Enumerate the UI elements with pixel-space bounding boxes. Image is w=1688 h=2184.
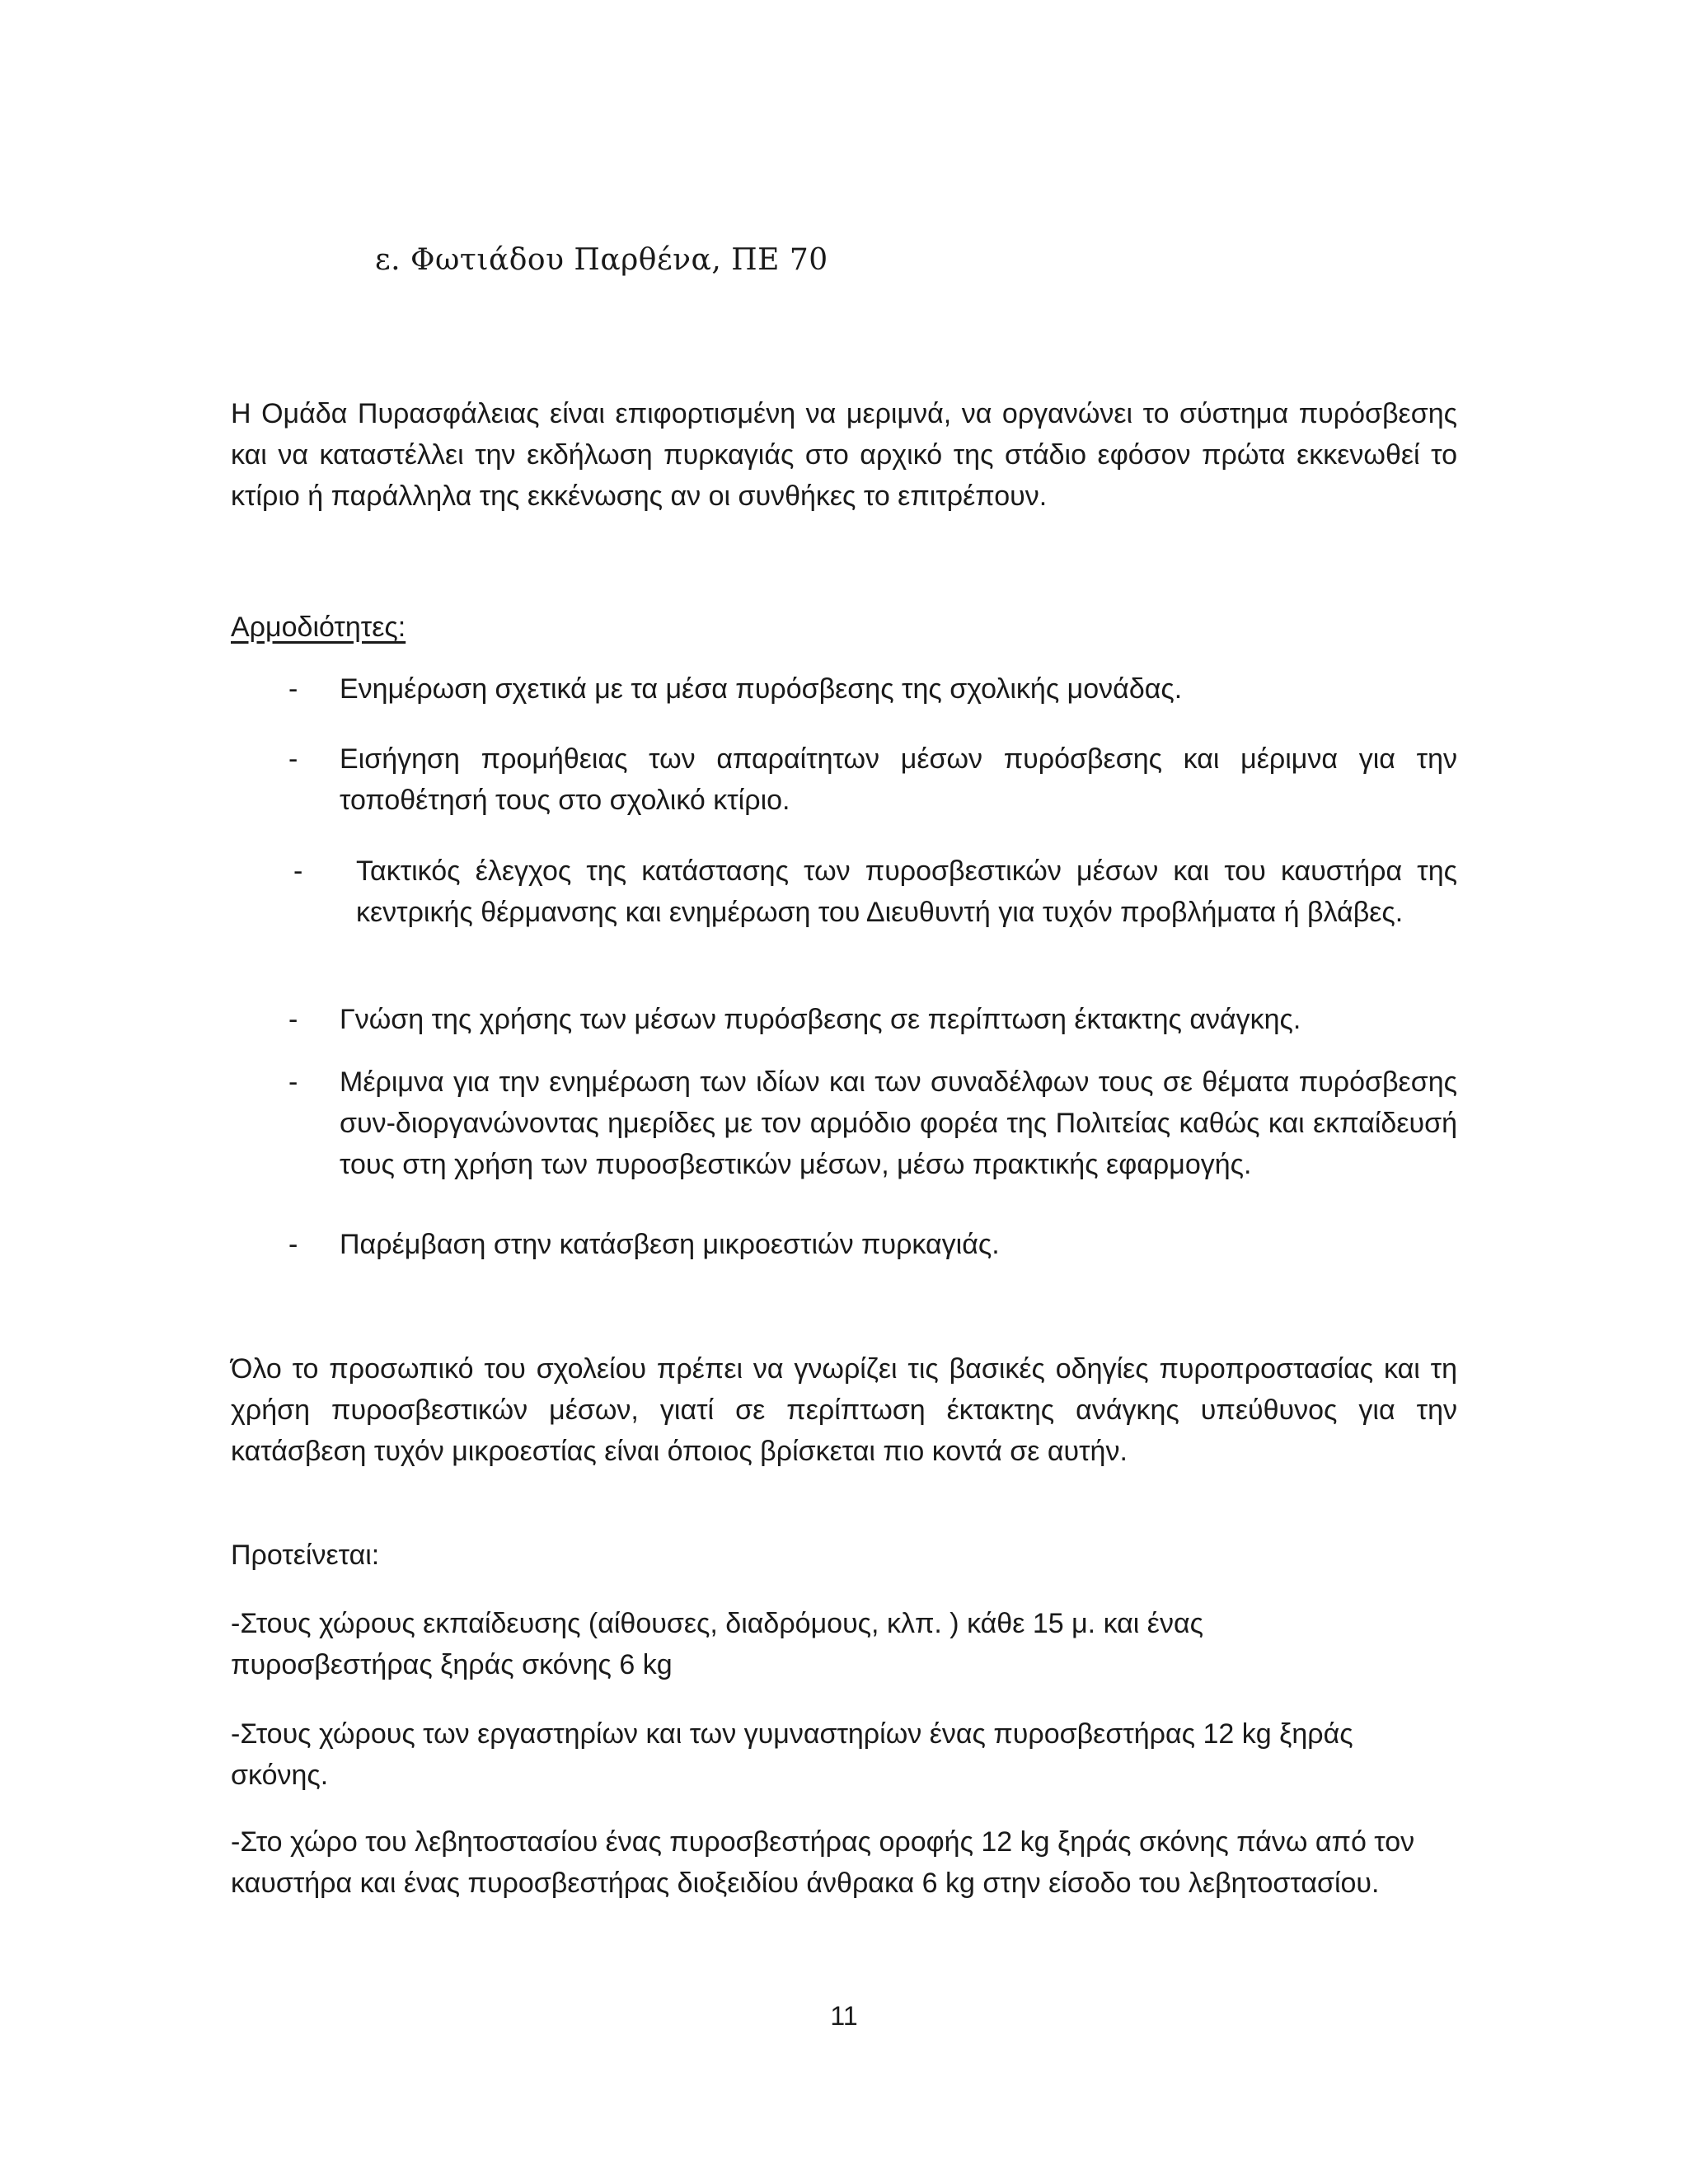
bullet-dash: -	[288, 743, 298, 775]
responsibility-text: Τακτικός έλεγχος της κατάστασης των πυροσβεστικών μέσων και του καυστήρα της κεντρικής θέρμανσης και ενημέρωση του Διευθυντή για τυχόν προβλήματα ή βλάβες.	[356, 855, 1457, 928]
responsibility-item	[288, 999, 1457, 1040]
bullet-dash: -	[288, 1066, 298, 1098]
responsibility-item	[288, 738, 1457, 821]
responsibility-text: Εισήγηση προμήθειας των απαραίτητων μέσων πυρόσβεσης και μέριμνα για την τοποθέτησή τους στο σχολικό κτίριο.	[340, 743, 1457, 816]
bullet-dash: -	[293, 855, 303, 887]
proposed-item: -Στους χώρους εκπαίδευσης (αίθουσες, διαδρόμους, κλπ. ) κάθε 15 μ. και ένας πυροσβεστήρας ξηράς σκόνης 6 kg	[231, 1608, 1204, 1680]
responsibility-item	[288, 1224, 1457, 1265]
bullet-dash: -	[288, 1229, 298, 1260]
proposed-label: Προτείνεται:	[231, 1540, 380, 1571]
proposed-item: -Στο χώρο του λεβητοστασίου ένας πυροσβεστήρας οροφής 12 kg ξηράς σκόνης πάνω από τον καυστήρα και ένας πυροσβεστήρας διοξειδίου άνθρακα 6 kg στην είσοδο του λεβητοστασίου.	[231, 1826, 1415, 1899]
intro-paragraph: Η Ομάδα Πυρασφάλειας είναι επιφορτισμένη να μεριμνά, να οργανώνει το σύστημα πυρόσβεσης και να καταστέλλει την εκδήλωση πυρκαγιάς στο αρχικό της στάδιο εφόσον πρώτα εκκενωθεί το κτίριο ή παράλληλα της εκκένωσης αν οι συνθήκες το επιτρέπουν.	[231, 398, 1457, 512]
responsibility-item	[288, 851, 1457, 933]
responsibility-text: Μέριμνα για την ενημέρωση των ιδίων και των συναδέλφων τους σε θέματα πυρόσβεσης συν-διοργανώνοντας ημερίδες με τον αρμόδιο φορέα της Πολιτείας καθώς και εκπαίδευσή τους στη χρήση των πυροσβεστικών μέσων, μέσω πρακτικής εφαρμογής.	[340, 1066, 1457, 1180]
page-number: 11	[830, 2001, 858, 2031]
staff-paragraph: Όλο το προσωπικό του σχολείου πρέπει να γνωρίζει τις βασικές οδηγίες πυροπροστασίας και τη χρήση πυροσβεστικών μέσων, γιατί σε περίπτωση έκτακτης ανάγκης υπεύθυνος για την κατάσβεση τυχόν μικροεστίας είναι όποιος βρίσκεται πιο κοντά σε αυτήν.	[231, 1353, 1457, 1467]
responsibility-text: Παρέμβαση στην κατάσβεση μικροεστιών πυρκαγιάς.	[340, 1229, 1000, 1260]
responsibility-item	[288, 668, 1457, 710]
responsibility-item	[288, 1062, 1457, 1185]
responsibility-text: Γνώση της χρήσης των μέσων πυρόσβεσης σε περίπτωση έκτακτης ανάγκης.	[340, 1004, 1301, 1035]
bullet-dash: -	[288, 673, 298, 705]
bullet-dash: -	[288, 1004, 298, 1035]
responsibility-text: Ενημέρωση σχετικά με τα μέσα πυρόσβεσης της σχολικής μονάδας.	[340, 673, 1183, 705]
responsibilities-heading: Αρμοδιότητες:	[231, 612, 406, 643]
author-line: ε. Φωτιάδου Παρθένα, ΠΕ 70	[375, 243, 828, 277]
proposed-item: -Στους χώρους των εργαστηρίων και των γυμναστηρίων ένας πυροσβεστήρας 12 kg ξηράς σκόνης.	[231, 1718, 1353, 1791]
